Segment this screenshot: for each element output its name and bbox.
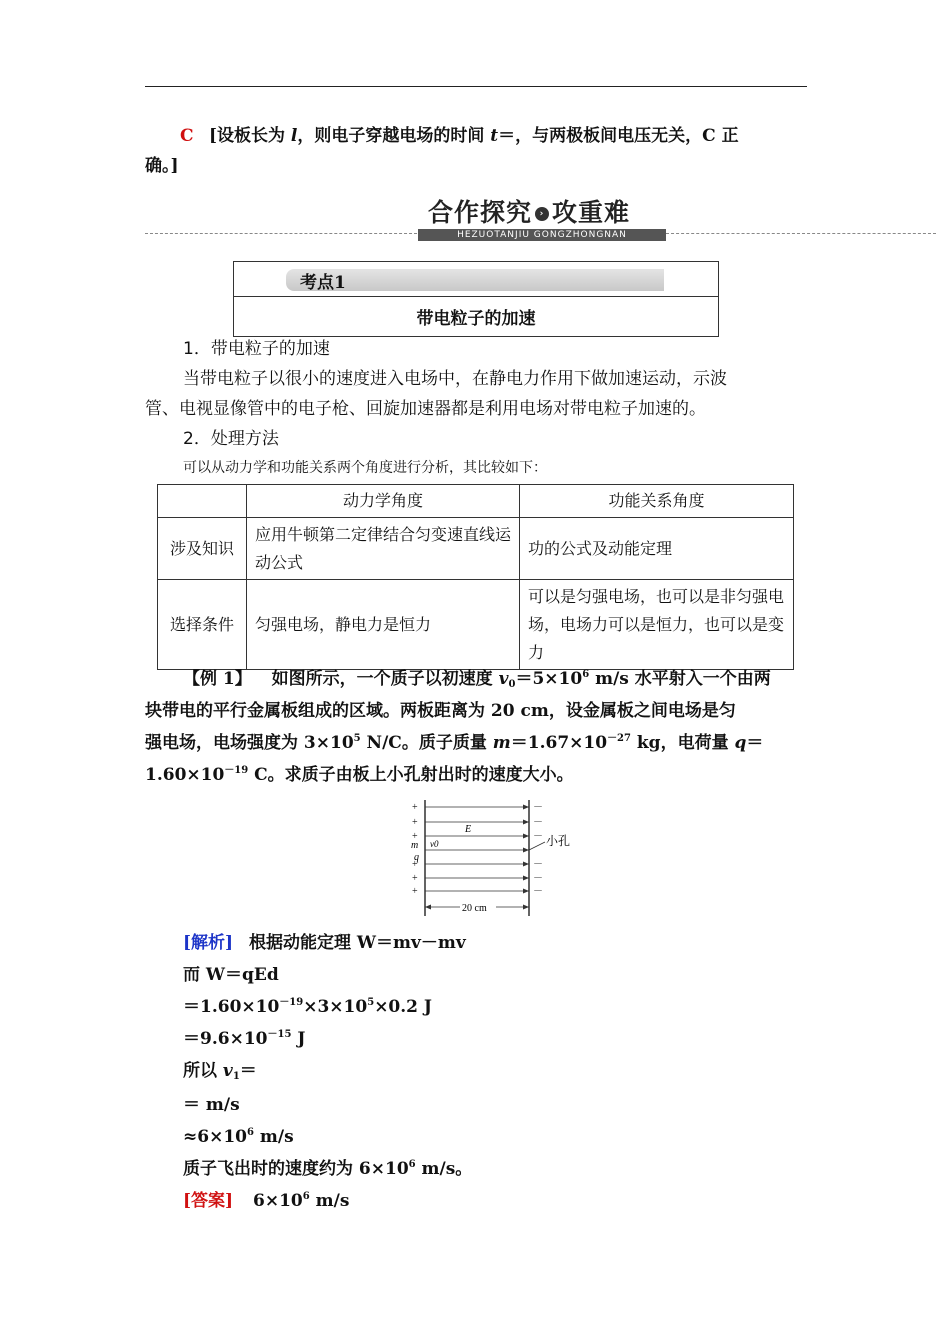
solution-line-7: $\approx 6\times 10^6$ m/s	[183, 1127, 294, 1147]
section-banner-title: 合作探究 › 攻重难	[428, 198, 631, 227]
table-header: 功能关系角度	[520, 485, 794, 518]
table-cell: 匀强电场，静电力是恒力	[247, 580, 520, 670]
velocity-label: v0	[430, 839, 439, 849]
kaodian-label: 考点1	[300, 273, 346, 293]
kaodian-title: 带电粒子的加速	[416, 309, 536, 329]
svg-text:－: －	[533, 817, 543, 828]
mass-label: m	[411, 840, 419, 851]
table-cell: 应用牛顿第二定律结合匀变速直线运动公式	[247, 518, 520, 580]
solution-line-1: [解析] 根据动能定理 W＝mv－mv	[183, 933, 466, 953]
solution-line-6: ＝ m/s	[183, 1095, 240, 1115]
example-line-3: 强电场，电场强度为 $3\times 10^5$ N/C。质子质量 $m=1.67\times 10^{-27}$ kg，电荷量 q＝	[145, 733, 764, 753]
solution-line-2: 而 W＝qEd	[183, 965, 279, 985]
example-line-2: 块带电的平行金属板组成的区域。两板距离为 20 cm，设金属板之间电场是匀	[145, 701, 736, 721]
example-line-4: $1.60\times 10^{-19}$ C。求质子由板上小孔射出时的速度大小。	[145, 765, 574, 785]
table-cell-label: 涉及知识	[158, 518, 247, 580]
solution-line-5: 所以 $v_1=$	[183, 1061, 257, 1082]
capacitor-figure	[405, 798, 580, 920]
table-cell-label: 选择条件	[158, 580, 247, 670]
section-banner-subtitle: HEZUOTANJIU GONGZHONGNAN	[418, 229, 666, 241]
example-line-1: 【例 1】 如图所示，一个质子以初速度 $v_0=5\times 10^6$ m/s 水平射入一个由两	[183, 669, 771, 690]
solution-line-4: $=9.6\times 10^{-15}$ J	[183, 1029, 306, 1049]
chevron-right-icon: ›	[535, 207, 549, 221]
answer-line-1: C [设板长为 l，则电子穿越电场的时间 t＝，与两极板间电压无关，C 正	[180, 126, 739, 146]
field-label: E	[465, 824, 472, 835]
hole-label: 小孔	[546, 834, 571, 848]
answer-line: [答案] $6\times 10^6$ m/s	[183, 1191, 350, 1211]
solution-line-3: $=1.60\times 10^{-19}\times 3\times 10^5\times 0.2$ J	[183, 997, 432, 1017]
svg-text:+: +	[412, 802, 418, 813]
svg-text:+: +	[412, 873, 418, 884]
solution-tag: [解析]	[183, 933, 234, 953]
comparison-table	[157, 484, 794, 670]
section-2-heading: 2．处理方法	[183, 429, 279, 449]
table-row	[158, 518, 794, 580]
banner-dash-left	[145, 233, 417, 234]
svg-text:+: +	[412, 886, 418, 897]
kaodian-divider	[233, 296, 719, 297]
svg-text:+: +	[412, 859, 418, 870]
example-tag: 【例 1】	[183, 669, 252, 689]
answer-tag: [答案]	[183, 1191, 234, 1211]
table-cell: 功的公式及动能定理	[520, 518, 794, 580]
section-2-intro: 可以从动力学和功能关系两个角度进行分析，其比较如下：	[183, 460, 547, 476]
table-header-row	[158, 485, 794, 518]
distance-label: 20 cm	[462, 903, 487, 914]
svg-text:－: －	[533, 886, 543, 897]
section-1-line-2: 管、电视显像管中的电子枪、回旋加速器都是利用电场对带电粒子加速的。	[145, 399, 706, 419]
field-lines	[425, 805, 529, 894]
table-header: 动力学角度	[247, 485, 520, 518]
hole-pointer	[529, 842, 545, 850]
table-cell: 可以是匀强电场，也可以是非匀强电场，电场力可以是恒力，也可以是变力	[520, 580, 794, 670]
minus-signs	[533, 802, 543, 897]
charge-label: q	[414, 852, 419, 863]
section-1-line-1: 当带电粒子以很小的速度进入电场中，在静电力作用下做加速运动，示波	[183, 369, 727, 389]
header-rule	[145, 86, 807, 87]
svg-text:－: －	[533, 859, 543, 870]
svg-text:+: +	[412, 817, 418, 828]
svg-text:－: －	[533, 873, 543, 884]
solution-line-8: 质子飞出时的速度约为 $6\times 10^6$ m/s。	[183, 1159, 473, 1179]
section-1-heading: 1．带电粒子的加速	[183, 339, 330, 359]
answer-line-2: 确。]	[145, 156, 179, 176]
banner-dash-right	[666, 233, 936, 234]
svg-text:+: +	[412, 831, 418, 842]
svg-text:－: －	[533, 802, 543, 813]
answer-letter: C	[180, 126, 194, 146]
table-row	[158, 580, 794, 670]
svg-text:－: －	[533, 831, 543, 842]
